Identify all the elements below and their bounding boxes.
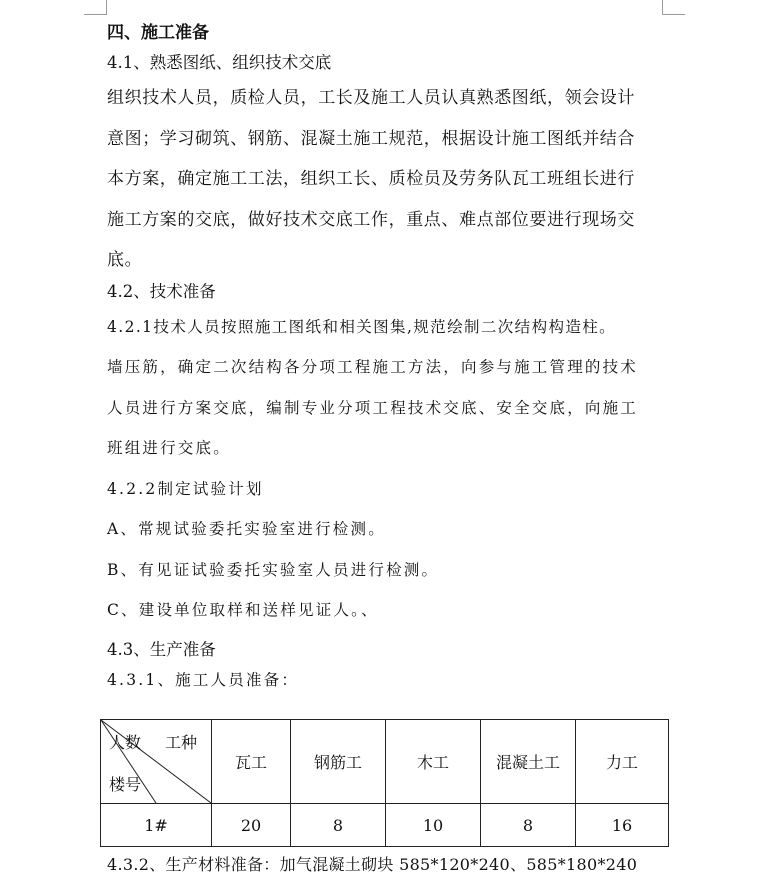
column-header: 力工 [576,720,669,804]
paragraph-4-2-1 [107,307,669,469]
heading-4-3-2: 4.3.2、生产材料准备：加气混凝土砌块 585*120*240、585*180*240 [107,855,638,874]
table-header-row [101,720,669,804]
heading-4-2-2: 4.2.2制定试验计划 [107,479,264,498]
row-label: 1# [101,804,212,847]
paragraph-line: 意图；学习砌筑、钢筋、混凝土施工规范，根据设计施工图纸并结合 [107,128,635,149]
column-header: 木工 [386,720,481,804]
table-cell: 16 [576,804,669,847]
table-cell: 10 [386,804,481,847]
table-row [101,804,669,847]
column-header: 钢筋工 [291,720,386,804]
table-cell: 8 [291,804,386,847]
table-cell: 20 [212,804,291,847]
list-item: A、常规试验委托实验室进行检测。 [107,520,386,538]
paragraph-line: 组织技术人员，质检人员，工长及施工人员认真熟悉图纸，领会设计 [107,88,635,108]
section-title: 四、施工准备 [107,23,209,43]
paragraph-line: 底。 [107,250,143,270]
column-header: 瓦工 [212,720,291,804]
paragraph-line: 施工方案的交底，做好技术交底工作，重点、难点部位要进行现场交 [107,209,635,230]
paragraph-line: 人员进行方案交底，编制专业分项工程技术交底、安全交底，向施工 [107,398,639,417]
paragraph-4-1 [107,78,669,281]
page-corner-mark-left [84,0,107,15]
list-item: B、有见证试验委托实验室人员进行检测。 [107,560,440,579]
staffing-table [100,719,669,847]
table-cell: 8 [481,804,576,847]
paragraph-line: 本方案，确定施工工法，组织工长、质检员及劳务队瓦工班组长进行 [107,169,635,189]
page-corner-mark-right [662,0,685,15]
corner-label-trade: 工种 [165,733,198,752]
paragraph-line: 班组进行交底。 [107,439,231,457]
heading-4-2: 4.2、技术准备 [107,281,216,301]
heading-4-3: 4.3、生产准备 [107,639,216,659]
table-corner-cell [101,720,212,804]
paragraph-line: 4.2.1技术人员按照施工图纸和相关图集,规范绘制二次结构构造柱。 [107,317,617,336]
corner-label-building: 楼号 [109,775,142,794]
heading-4-1: 4.1、熟悉图纸、组织技术交底 [107,53,332,72]
column-header: 混凝土工 [481,720,576,804]
heading-4-3-1: 4.3.1、施工人员准备： [107,670,300,689]
corner-label-count: 人数 [109,733,142,752]
list-item: C、建设单位取样和送样见证人。、 [107,601,379,619]
paragraph-line: 墙压筋，确定二次结构各分项工程施工方法，向参与施工管理的技术 [107,358,639,376]
document-body [107,18,669,695]
